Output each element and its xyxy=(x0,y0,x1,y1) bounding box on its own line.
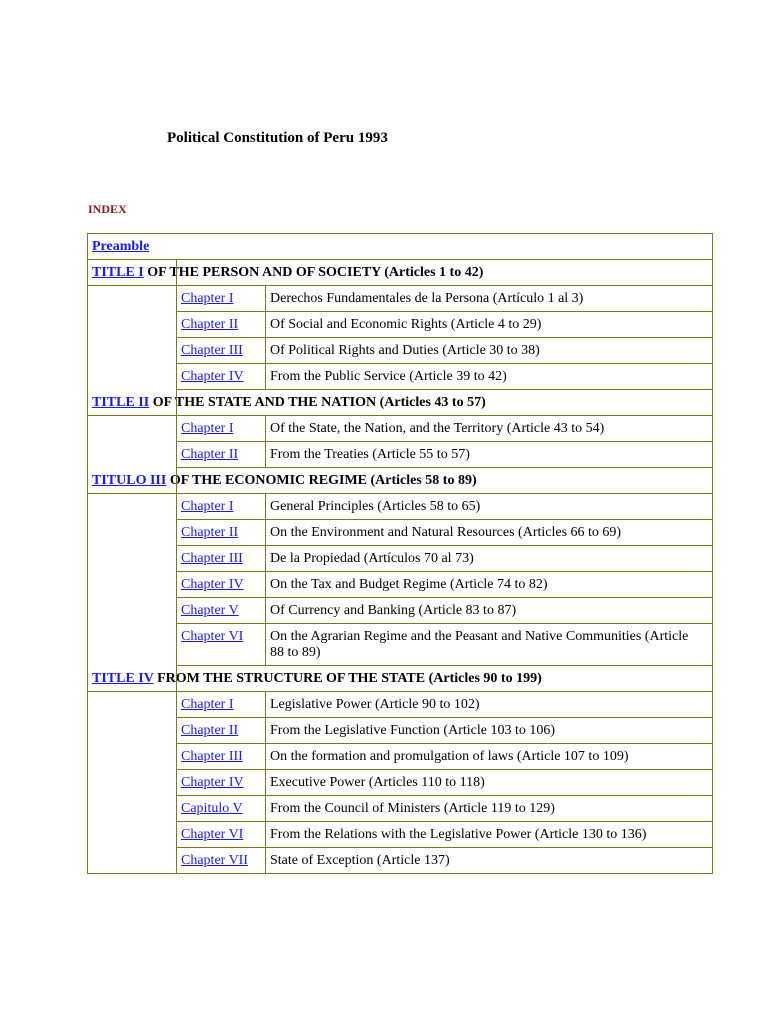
chapter-link[interactable]: Chapter I xyxy=(181,421,234,436)
chapter-row xyxy=(176,494,712,520)
column-divider xyxy=(265,744,266,770)
chapter-link[interactable]: Chapter III xyxy=(181,551,243,566)
chapter-link[interactable]: Chapter VI xyxy=(181,629,244,644)
chapter-row xyxy=(176,364,712,390)
column-divider xyxy=(265,718,266,744)
column-divider xyxy=(265,692,266,718)
chapter-row xyxy=(176,744,712,770)
column-divider xyxy=(265,338,266,364)
title-row xyxy=(88,468,712,494)
chapter-link[interactable]: Chapter II xyxy=(181,525,239,540)
chapter-link[interactable]: Chapter IV xyxy=(181,577,244,592)
chapter-row xyxy=(176,312,712,338)
chapter-link[interactable]: Chapter V xyxy=(181,603,239,618)
chapter-text: Of the State, the Nation, and the Territory (Article 43 to 54) xyxy=(270,421,605,436)
chapter-row xyxy=(176,692,712,718)
column-divider xyxy=(176,260,177,390)
chapter-text: On the formation and promulgation of laws (Article 107 to 109) xyxy=(270,749,629,764)
index-table xyxy=(87,233,713,874)
title-row xyxy=(88,666,712,692)
chapter-text: From the Legislative Function (Article 103 to 106) xyxy=(270,723,556,738)
chapter-text: On the Agrarian Regime and the Peasant and Native Communities (Article 88 to 89) xyxy=(270,629,689,660)
column-divider xyxy=(265,572,266,598)
chapter-row xyxy=(176,286,712,312)
chapter-row xyxy=(176,718,712,744)
chapter-row xyxy=(176,338,712,364)
preamble-row xyxy=(88,234,712,260)
column-divider xyxy=(265,796,266,822)
title-link[interactable]: TITLE I xyxy=(92,265,144,280)
chapter-link[interactable]: Chapter VI xyxy=(181,827,244,842)
chapter-text: Of Currency and Banking (Article 83 to 87) xyxy=(270,603,517,618)
column-divider xyxy=(265,546,266,572)
chapter-text: From the Public Service (Article 39 to 42) xyxy=(270,369,507,384)
chapter-row xyxy=(176,572,712,598)
column-divider xyxy=(265,770,266,796)
chapter-link[interactable]: Chapter II xyxy=(181,317,239,332)
chapter-text: Derechos Fundamentales de la Persona (Artículo 1 al 3) xyxy=(270,291,584,306)
column-divider xyxy=(265,848,266,874)
chapter-text: Executive Power (Articles 110 to 118) xyxy=(270,775,485,790)
page-title: Political Constitution of Peru 1993 xyxy=(167,130,388,146)
chapter-text: On the Tax and Budget Regime (Article 74 to 82) xyxy=(270,577,548,592)
chapter-link[interactable]: Chapter IV xyxy=(181,369,244,384)
chapter-row xyxy=(176,624,712,666)
chapter-row xyxy=(176,546,712,572)
chapter-text: From the Council of Ministers (Article 119 to 129) xyxy=(270,801,555,816)
chapter-link[interactable]: Chapter I xyxy=(181,291,234,306)
chapter-link[interactable]: Capitulo V xyxy=(181,801,243,816)
chapter-link[interactable]: Chapter I xyxy=(181,697,234,712)
chapter-row xyxy=(176,598,712,624)
chapter-text: General Principles (Articles 58 to 65) xyxy=(270,499,481,514)
title-row xyxy=(88,260,712,286)
column-divider xyxy=(265,822,266,848)
column-divider xyxy=(176,468,177,666)
column-divider xyxy=(265,494,266,520)
chapter-text: De la Propiedad (Artículos 70 al 73) xyxy=(270,551,474,566)
title-link[interactable]: TITULO III xyxy=(92,473,167,488)
chapter-text: State of Exception (Article 137) xyxy=(270,853,450,868)
chapter-link[interactable]: Chapter IV xyxy=(181,775,244,790)
title-link[interactable]: TITLE II xyxy=(92,395,150,410)
chapter-text: From the Relations with the Legislative Power (Article 130 to 136) xyxy=(270,827,647,842)
title-text: OF THE STATE AND THE NATION (Articles 43 to 57) xyxy=(149,395,486,410)
chapter-text: Of Political Rights and Duties (Article 30 to 38) xyxy=(270,343,540,358)
title-link[interactable]: TITLE IV xyxy=(92,671,154,686)
chapter-text: From the Treaties (Article 55 to 57) xyxy=(270,447,470,462)
chapter-link[interactable]: Chapter II xyxy=(181,447,239,462)
title-text: FROM THE STRUCTURE OF THE STATE (Articles 90 to 199) xyxy=(153,671,542,686)
chapter-link[interactable]: Chapter VII xyxy=(181,853,248,868)
column-divider xyxy=(265,286,266,312)
chapter-link[interactable]: Chapter III xyxy=(181,343,243,358)
chapter-link[interactable]: Chapter II xyxy=(181,723,239,738)
chapter-text: On the Environment and Natural Resources (Articles 66 to 69) xyxy=(270,525,622,540)
column-divider xyxy=(265,520,266,546)
chapter-row xyxy=(176,416,712,442)
column-divider xyxy=(265,624,266,666)
column-divider xyxy=(265,312,266,338)
column-divider xyxy=(265,598,266,624)
chapter-row xyxy=(176,796,712,822)
title-text: OF THE ECONOMIC REGIME (Articles 58 to 89) xyxy=(166,473,477,488)
chapter-row xyxy=(176,822,712,848)
column-divider xyxy=(176,390,177,468)
column-divider xyxy=(176,666,177,874)
chapter-link[interactable]: Chapter III xyxy=(181,749,243,764)
title-row xyxy=(88,390,712,416)
chapter-row xyxy=(176,770,712,796)
column-divider xyxy=(265,442,266,468)
column-divider xyxy=(265,416,266,442)
index-heading: INDEX xyxy=(88,202,127,216)
chapter-row xyxy=(176,520,712,546)
chapter-row xyxy=(176,442,712,468)
chapter-text: Of Social and Economic Rights (Article 4 to 29) xyxy=(270,317,542,332)
column-divider xyxy=(265,364,266,390)
title-text: OF THE PERSON AND OF SOCIETY (Articles 1 to 42) xyxy=(143,265,484,280)
chapter-link[interactable]: Chapter I xyxy=(181,499,234,514)
preamble-link[interactable]: Preamble xyxy=(92,239,150,254)
chapter-text: Legislative Power (Article 90 to 102) xyxy=(270,697,480,712)
chapter-row xyxy=(176,848,712,874)
